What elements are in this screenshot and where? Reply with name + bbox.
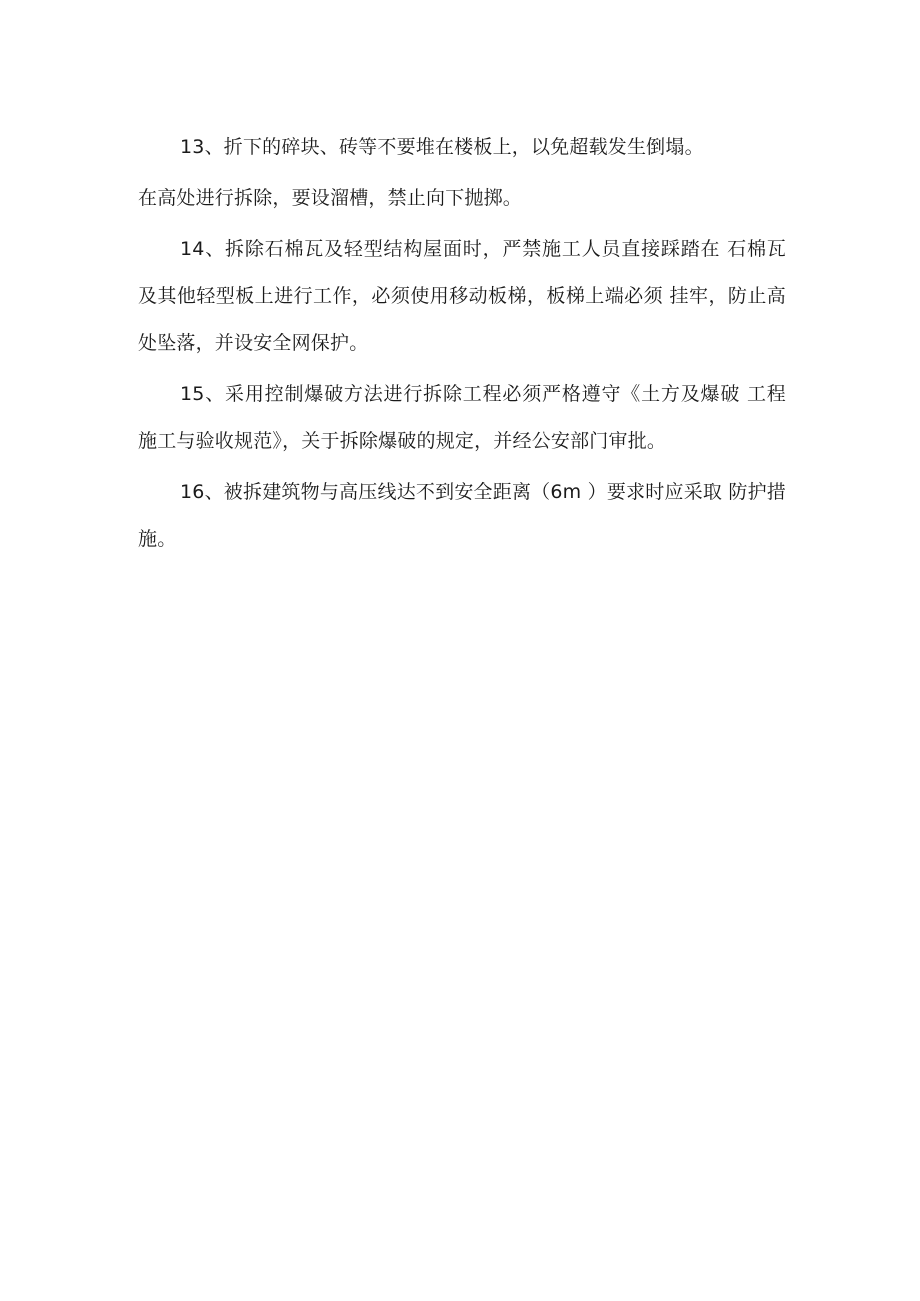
document-body [138, 124, 786, 567]
paragraph-13-continuation: 在高处进行拆除，要设溜槽，禁止向下抛掷。 [138, 187, 523, 209]
paragraph-15: 15、采用控制爆破方法进行拆除工程必须严格遵守《土方及爆破 工程施工与验收规范》，关于拆除爆破的规定，并经公安部门审批。 [138, 383, 786, 452]
paragraph-14: 14、拆除石棉瓦及轻型结构屋面时，严禁施工人员直接踩踏在 石棉瓦及其他轻型板上进行工作，必须使用移动板梯，板梯上端必须 挂牢，防止高处坠落，并设安全网保护。 [138, 238, 786, 354]
paragraph-16: 16、被拆建筑物与高压线达不到安全距离（6m ）要求时应采取 防护措施。 [138, 481, 786, 550]
paragraph-13: 13、折下的碎块、砖等不要堆在楼板上，以免超载发生倒塌。 [180, 136, 704, 158]
